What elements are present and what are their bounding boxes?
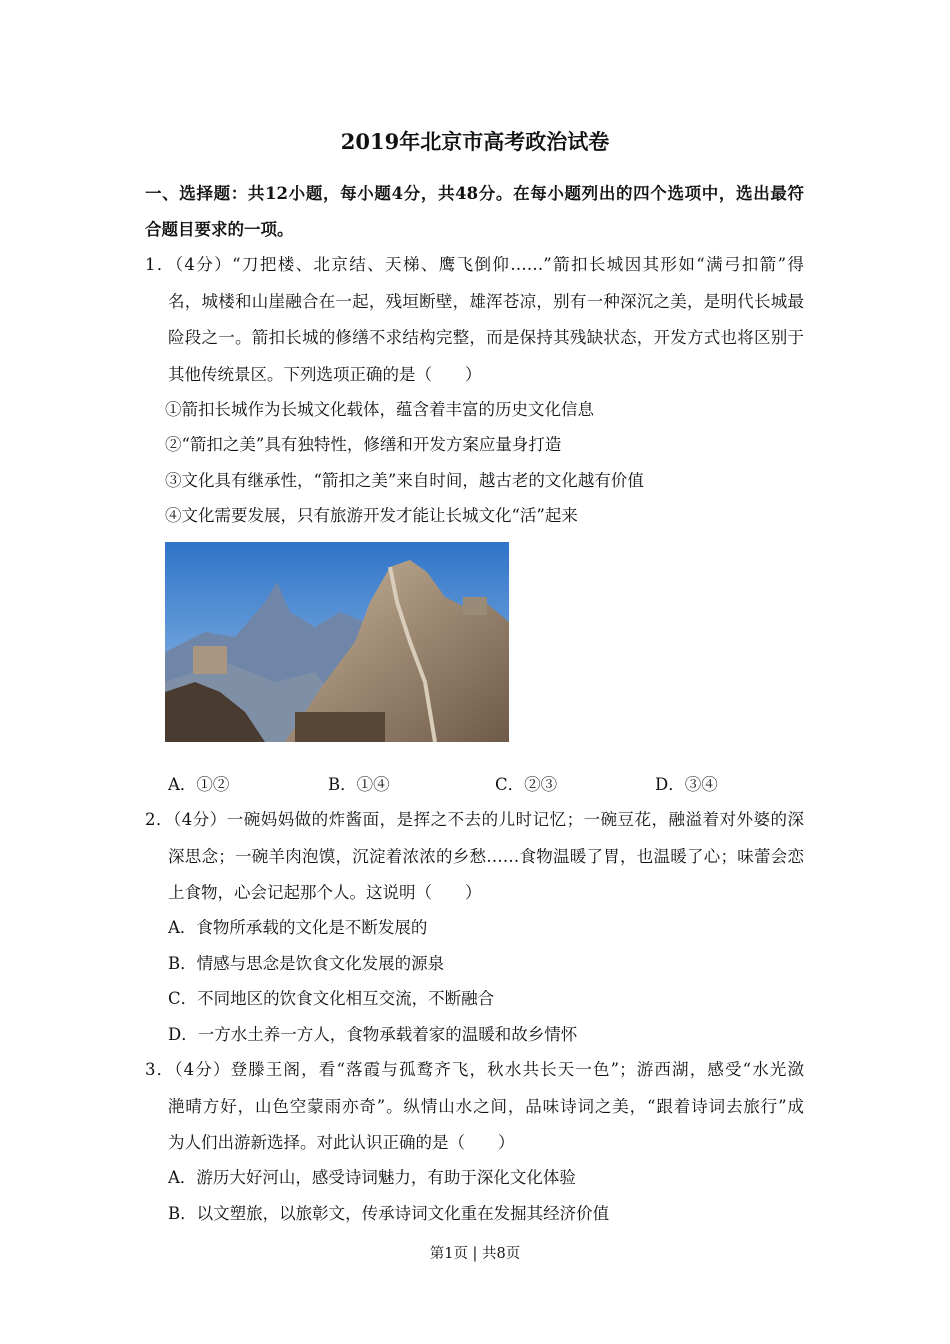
question-3-stem: 滟晴方好，山色空蒙雨亦奇”。纵情山水之间，品味诗词之美，“跟着诗词去旅行”成 [168, 1097, 804, 1116]
question-2-stem: 深思念；一碗羊肉泡馍，沉淀着浓浓的乡愁……食物温暖了胃，也温暖了心；味蕾会恋 [168, 847, 804, 866]
question-1-stem: 名，城楼和山崖融合在一起，残垣断壁，雄浑苍凉，别有一种深沉之美，是明代长城最 [168, 292, 804, 311]
question-3-stem: 为人们出游新选择。对此认识正确的是（ ） [168, 1133, 515, 1152]
great-wall-photo [165, 542, 509, 742]
question-1-stem: 其他传统景区。下列选项正确的是（ ） [168, 365, 482, 384]
question-3-option-b[interactable]: B．以文塑旅，以旅彰文，传承诗词文化重在发掘其经济价值 [168, 1204, 610, 1223]
section-heading-cont: 合题目要求的一项。 [145, 220, 294, 239]
question-1-statement: ④文化需要发展，只有旅游开发才能让长城文化“活”起来 [165, 506, 578, 525]
question-2-stem: 2．（4分）一碗妈妈做的炸酱面，是挥之不去的儿时记忆；一碗豆花，融溢着对外婆的深 [145, 810, 804, 829]
question-1-option-d[interactable]: D．③④ [655, 775, 718, 794]
section-heading: 一、选择题：共12小题，每小题4分，共48分。在每小题列出的四个选项中，选出最符 [145, 184, 804, 203]
question-2-option-c[interactable]: C．不同地区的饮食文化相互交流，不断融合 [168, 989, 495, 1008]
question-1-stem: 险段之一。箭扣长城的修缮不求结构完整，而是保持其残缺状态，开发方式也将区别于 [168, 328, 804, 347]
page-footer: 第1页 | 共8页 [429, 1246, 521, 1262]
question-1-option-a[interactable]: A．①② [168, 775, 230, 794]
question-2-option-d[interactable]: D．一方水土养一方人，食物承载着家的温暖和故乡情怀 [168, 1025, 578, 1044]
question-3-option-a[interactable]: A．游历大好河山，感受诗词魅力，有助于深化文化体验 [168, 1168, 576, 1187]
question-1-statement: ②“箭扣之美”具有独特性，修缮和开发方案应量身打造 [165, 435, 562, 454]
question-2-stem: 上食物，心会记起那个人。这说明（ ） [168, 883, 482, 902]
question-1-option-b[interactable]: B．①④ [328, 775, 390, 794]
question-2-option-b[interactable]: B．情感与思念是饮食文化发展的源泉 [168, 954, 445, 973]
question-1-option-c[interactable]: C．②③ [495, 775, 558, 794]
question-1-stem: 1．（4分）“刀把楼、北京结、天梯、鹰飞倒仰……”箭扣长城因其形如“满弓扣箭”得 [145, 255, 804, 274]
question-2-option-a[interactable]: A．食物所承载的文化是不断发展的 [168, 918, 428, 937]
question-1-statement: ①箭扣长城作为长城文化载体，蕴含着丰富的历史文化信息 [165, 400, 594, 419]
question-3-stem: 3．（4分）登滕王阁，看“落霞与孤鹜齐飞，秋水共长天一色”；游西湖，感受“水光潋 [145, 1060, 804, 1079]
page-title: 2019年北京市高考政治试卷 [340, 129, 610, 154]
question-1-statement: ③文化具有继承性，“箭扣之美”来自时间，越古老的文化越有价值 [165, 471, 644, 490]
